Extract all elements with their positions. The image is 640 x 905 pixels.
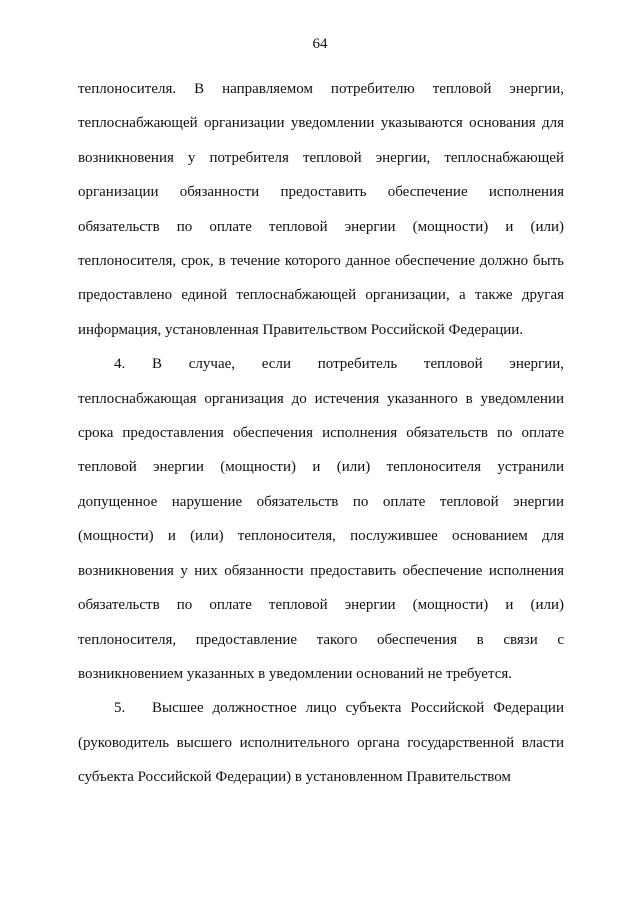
paragraph-5 (78, 691, 564, 794)
paragraph-number: 5. (114, 700, 126, 717)
paragraph-continuation (78, 72, 564, 347)
paragraph-4 (78, 347, 564, 691)
paragraph-text: теплоносителя. В направляемом потребителю тепловой энергии, теплоснабжающей организации уведомлении указываются основания для возникновения у потребителя тепловой энергии, теплоснабжающей организации обязанности предоставить обеспечение исполнения обязательств по оплате тепловой энергии (мощности) и (или) теплоносителя, срок, в течение которого данное обеспечение должно быть предоставлено единой теплоснабжающей организации, а также другая информация, установленная Правительством Российской Федерации. (78, 81, 564, 338)
document-body (78, 72, 564, 795)
page-number: 64 (312, 36, 328, 52)
paragraph-text: В случае, если потребитель тепловой энергии, теплоснабжающая организация до истечения указанного в уведомлении срока предоставления обеспечения исполнения обязательств по оплате тепловой энергии (мощности) и (или) теплоносителя устранили допущенное нарушение обязательств по оплате тепловой энергии (мощности) и (или) теплоносителя, послужившее основанием для возникновения у них обязанности предоставить обеспечение исполнения обязательств по оплате тепловой энергии (мощности) и (или) теплоносителя, предоставление такого обеспечения в связи с возникновением указанных в уведомлении оснований не требуется. (78, 356, 564, 682)
paragraph-text: Высшее должностное лицо субъекта Российской Федерации (руководитель высшего исполнительного органа государственной власти субъекта Российской Федерации) в установленном Правительством (78, 700, 564, 786)
paragraph-number: 4. (114, 356, 126, 373)
